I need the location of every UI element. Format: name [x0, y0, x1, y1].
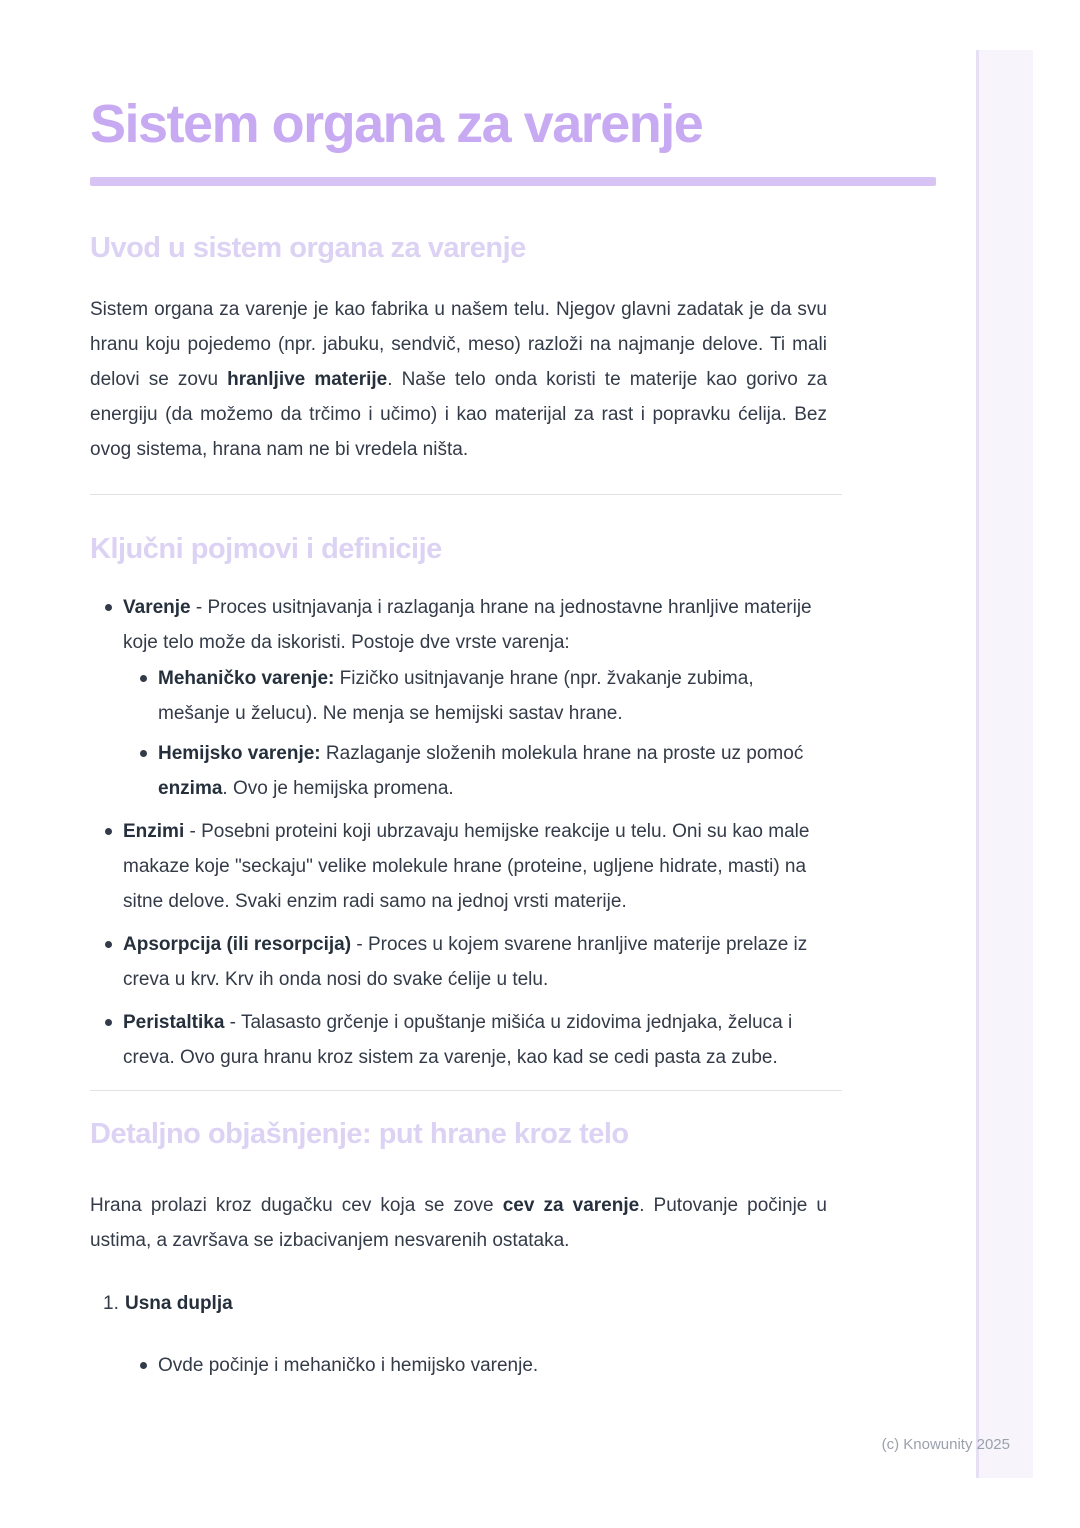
journey-paragraph: Hrana prolazi kroz dugačku cev koja se zove cev za varenje. Putovanje počinje u ustima, a završava se izbacivanjem nesvarenih ostataka. [90, 1195, 828, 1251]
section-divider [90, 494, 842, 495]
sub-term-item: Mehaničko varenje: Fizičko usitnjavanje hrane (npr. žvakanje zubima, mešanje u želucu). Ne menja se hemijski sastav hrane. [123, 661, 830, 731]
sub-term-item: Hemijsko varenje: Razlaganje složenih molekula hrane na proste uz pomoć enzima. Ovo je hemijska promena. [123, 736, 830, 806]
step-bullet-item: Ovde počinje i mehaničko i hemijsko varenje. [125, 1348, 830, 1383]
section-journey [90, 1118, 842, 1383]
section-divider [90, 1090, 842, 1091]
side-strip-decoration [976, 50, 1033, 1478]
key-term-item: Enzimi - Posebni proteini koji ubrzavaju hemijske reakcije u telu. Oni su kao male makaze koje "seckaju" velike molekule hrane (proteine, ugljene hidrate, masti) na sitne delove. Svaki enzim radi samo na jednoj vrsti materije. [90, 814, 830, 919]
intro-paragraph: Sistem organa za varenje je kao fabrika u našem telu. Njegov glavni zadatak je da svu hranu koju pojedemo (npr. jabuku, sendvič, meso) razloži na najmanje delove. Ti mali delovi se zovu hranljive materije. Naše telo onda koristi te materije kao gorivo za energiju (da možemo da trčimo i učimo) i kao materijal za rast i popravku ćelija. Bez ovog sistema, hrana nam ne bi vredela ništa. [90, 299, 828, 460]
journey-step [90, 1286, 830, 1383]
key-terms-list [90, 590, 830, 1075]
sub-term-list [123, 661, 830, 806]
journey-section-heading: Detaljno objašnjenje: put hrane kroz telo [90, 1118, 629, 1150]
key-term-item: Varenje - Proces usitnjavanja i razlaganja hrane na jednostavne hranljive materije koje telo može da iskoristi. Postoje dve vrste varenja: Mehaničko varenje: Fizičko usitnjavanje hrane (npr. žvakanje zubima, mešanje u želucu). Ne menja se hemijski sastav hrane. Hemijsko varenje: Razlaganje složenih molekula hrane na proste uz pomoć enzima. Ovo je hemijska promena. [90, 590, 830, 806]
journey-numbered-list [90, 1286, 830, 1383]
section-intro [90, 232, 842, 467]
intro-section-heading: Uvod u sistem organa za varenje [90, 232, 526, 264]
copyright-watermark: (c) Knowunity 2025 [881, 1436, 1010, 1453]
step-label: Usna duplja [125, 1293, 233, 1314]
page-title: Sistem organa za varenje [90, 94, 703, 154]
title-underline-bar [90, 177, 936, 186]
key-terms-section-heading: Ključni pojmovi i definicije [90, 533, 442, 565]
step-number: 1. [103, 1293, 119, 1314]
key-term-item: Apsorpcija (ili resorpcija) - Proces u kojem svarene hranljive materije prelaze iz creva u krv. Krv ih onda nosi do svake ćelije u telu. [90, 927, 830, 997]
key-term-item: Peristaltika - Talasasto grčenje i opuštanje mišića u zidovima jednjaka, želuca i creva. Ovo gura hranu kroz sistem za varenje, kao kad se cedi pasta za zube. [90, 1005, 830, 1075]
document-content [90, 0, 842, 1383]
step-bullet-list [125, 1348, 830, 1383]
section-key-terms [90, 533, 842, 1075]
